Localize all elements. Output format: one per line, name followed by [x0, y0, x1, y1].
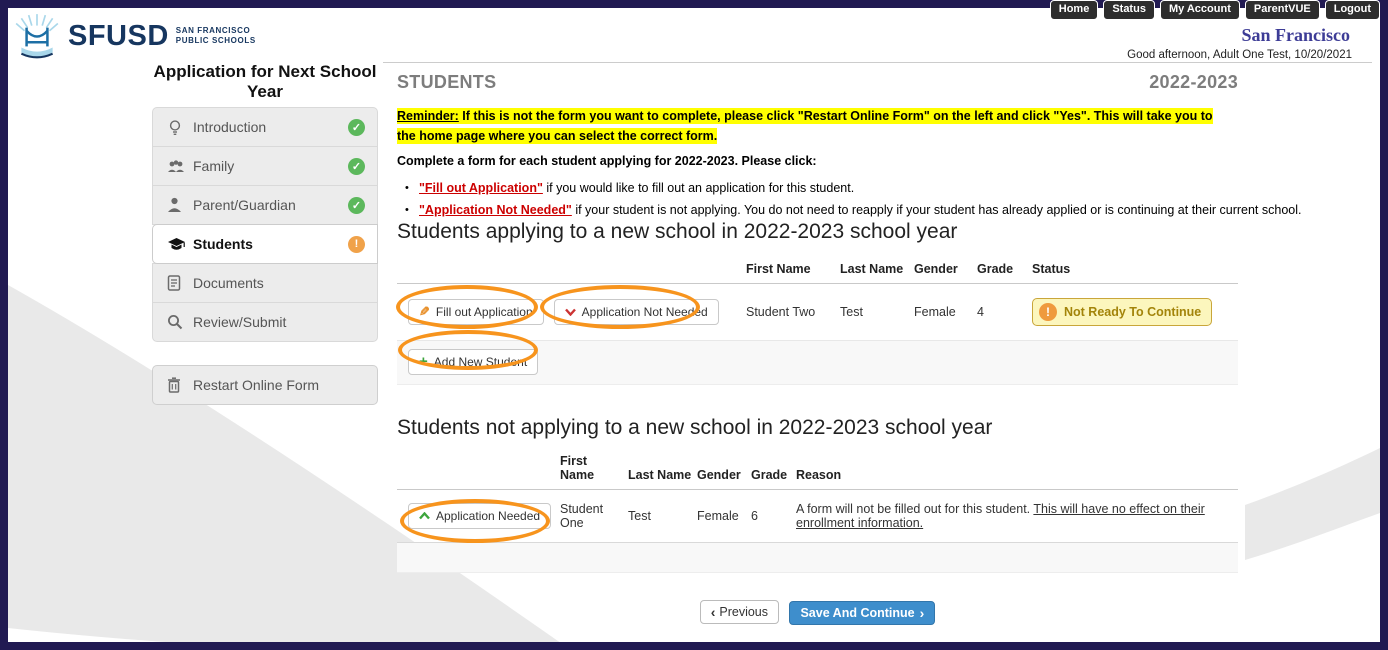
sidebar-item-label: Documents	[193, 275, 264, 291]
annotation-ellipse-application-needed	[400, 499, 550, 543]
nav-my-account-button[interactable]: My Account	[1160, 0, 1240, 20]
logo-tagline-line1: SAN FRANCISCO	[175, 26, 251, 35]
status-badge-label: Not Ready To Continue	[1064, 305, 1202, 319]
sidebar-item-label: Introduction	[193, 119, 267, 135]
page-title: STUDENTS	[397, 72, 497, 92]
search-icon	[167, 314, 193, 330]
cell-grade: 4	[977, 305, 984, 319]
annotation-ellipse-add-new	[398, 330, 538, 370]
column-header: Gender	[914, 262, 958, 276]
button-label: Previous	[719, 605, 769, 619]
fill-out-application-link[interactable]: "Fill out Application"	[419, 181, 543, 195]
page-body	[8, 8, 1380, 642]
plus-icon: +	[419, 353, 428, 370]
button-label: Fill out Application	[435, 305, 533, 319]
cell-gender: Female	[697, 509, 739, 523]
cell-grade: 6	[751, 509, 758, 523]
nav-status-button[interactable]: Status	[1103, 0, 1155, 20]
sidebar-item-label: Parent/Guardian	[193, 197, 296, 213]
trash-icon	[167, 377, 193, 393]
graduation-cap-icon	[167, 237, 193, 252]
sidebar-item-students[interactable]	[152, 224, 378, 264]
cell-gender: Female	[914, 305, 956, 319]
cell-first-name: Student Two	[746, 305, 816, 319]
button-label: Add New Student	[433, 355, 528, 369]
column-header: Status	[1032, 262, 1071, 276]
restart-online-form-button[interactable]	[152, 365, 378, 405]
attention-exclamation-icon: !	[348, 236, 365, 253]
column-header: Grade	[977, 262, 1014, 276]
application-not-needed-link[interactable]: "Application Not Needed"	[419, 203, 572, 217]
sidebar-nav	[152, 107, 378, 342]
sidebar-item-family[interactable]	[152, 146, 378, 186]
save-and-continue-button[interactable]	[789, 601, 935, 625]
nav-parentvue-button[interactable]: ParentVUE	[1245, 0, 1320, 20]
reminder-label: Reminder:	[397, 109, 459, 123]
logo-tagline-line2: PUBLIC SCHOOLS	[175, 36, 256, 45]
button-label: Application Not Needed	[581, 305, 708, 319]
sidebar-title: Application for Next School Year	[153, 62, 377, 101]
top-navigation	[1050, 0, 1380, 20]
instruction-list	[405, 177, 1380, 221]
intro-instruction: Complete a form for each student applying for 2022-2023. Please click:	[397, 154, 817, 168]
column-header: Grade	[751, 468, 788, 482]
list-item	[405, 199, 1380, 221]
complete-check-icon: ✓	[348, 197, 365, 214]
empty-row	[397, 543, 1238, 573]
column-header-actions	[397, 450, 560, 490]
column-header: First Name	[746, 262, 811, 276]
complete-check-icon: ✓	[348, 119, 365, 136]
warning-exclamation-icon: !	[1039, 303, 1057, 321]
pencil-icon: ✎	[419, 304, 430, 319]
sidebar-item-review-submit[interactable]	[152, 302, 378, 342]
not-applying-section-heading: Students not applying to a new school in 2022-2023 school year	[397, 416, 993, 439]
sidebar-item-parent-guardian[interactable]	[152, 185, 378, 225]
button-label: Save And Continue	[800, 606, 915, 620]
column-header: Last Name	[628, 468, 692, 482]
person-icon	[167, 197, 193, 213]
form-footer	[397, 600, 1238, 625]
button-label: Application Needed	[436, 509, 541, 523]
cell-last-name: Test	[840, 305, 863, 319]
complete-check-icon: ✓	[348, 158, 365, 175]
cell-reason	[796, 490, 1238, 543]
greeting-text: Good afternoon, Adult One Test, 10/20/2021	[1127, 49, 1352, 61]
column-header: Last Name	[840, 262, 904, 276]
family-icon	[167, 159, 193, 174]
chevron-left-icon: ‹	[710, 604, 716, 620]
column-header: Gender	[697, 468, 741, 482]
sidebar-item-label: Students	[193, 236, 253, 252]
chevron-right-icon: ›	[919, 605, 925, 621]
reminder-text: If this is not the form you want to complete, please click "Restart Online Form" on the left and click "Yes". This will take you to the home page where you can select the correct form.	[397, 109, 1213, 143]
cell-last-name: Test	[628, 509, 651, 523]
district-name: San Francisco	[1241, 25, 1350, 45]
nav-logout-button[interactable]: Logout	[1325, 0, 1380, 20]
status-badge	[1032, 298, 1212, 326]
sfusd-logo	[12, 10, 256, 62]
school-year-label: 2022-2023	[1149, 72, 1238, 92]
list-item	[405, 177, 1380, 199]
applying-students-table	[397, 258, 1238, 385]
applying-section-heading: Students applying to a new school in 2022-2023 school year	[397, 220, 958, 243]
column-header: Reason	[796, 468, 842, 482]
sidebar-item-label: Review/Submit	[193, 314, 287, 330]
restart-label: Restart Online Form	[193, 377, 320, 393]
bridge-logo-icon	[12, 11, 62, 61]
content-top-divider	[383, 62, 1372, 63]
document-icon	[167, 275, 193, 291]
bullet-text: if your student is not applying. You do not need to reapply if your student has already applied or is continuing at their current school.	[571, 203, 1302, 217]
annotation-ellipse-fill-out	[396, 285, 538, 329]
lightbulb-icon	[167, 119, 193, 136]
sidebar-item-label: Family	[193, 158, 235, 174]
sidebar-item-documents[interactable]	[152, 263, 378, 303]
reason-link[interactable]: This will have no effect on their enrollment information.	[796, 502, 1205, 530]
column-header-actions	[397, 258, 746, 284]
nav-home-button[interactable]: Home	[1050, 0, 1099, 20]
previous-button[interactable]	[700, 600, 779, 624]
annotation-ellipse-not-needed	[540, 285, 700, 329]
reason-text: A form will not be filled out for this student.	[796, 502, 1034, 516]
cell-first-name: Student One	[560, 502, 604, 530]
logo-acronym: SFUSD	[68, 19, 169, 52]
sidebar-item-introduction[interactable]	[152, 107, 378, 147]
bullet-text: if you would like to fill out an application for this student.	[542, 181, 855, 195]
column-header: First Name	[560, 454, 595, 482]
reminder-banner	[397, 106, 1221, 146]
